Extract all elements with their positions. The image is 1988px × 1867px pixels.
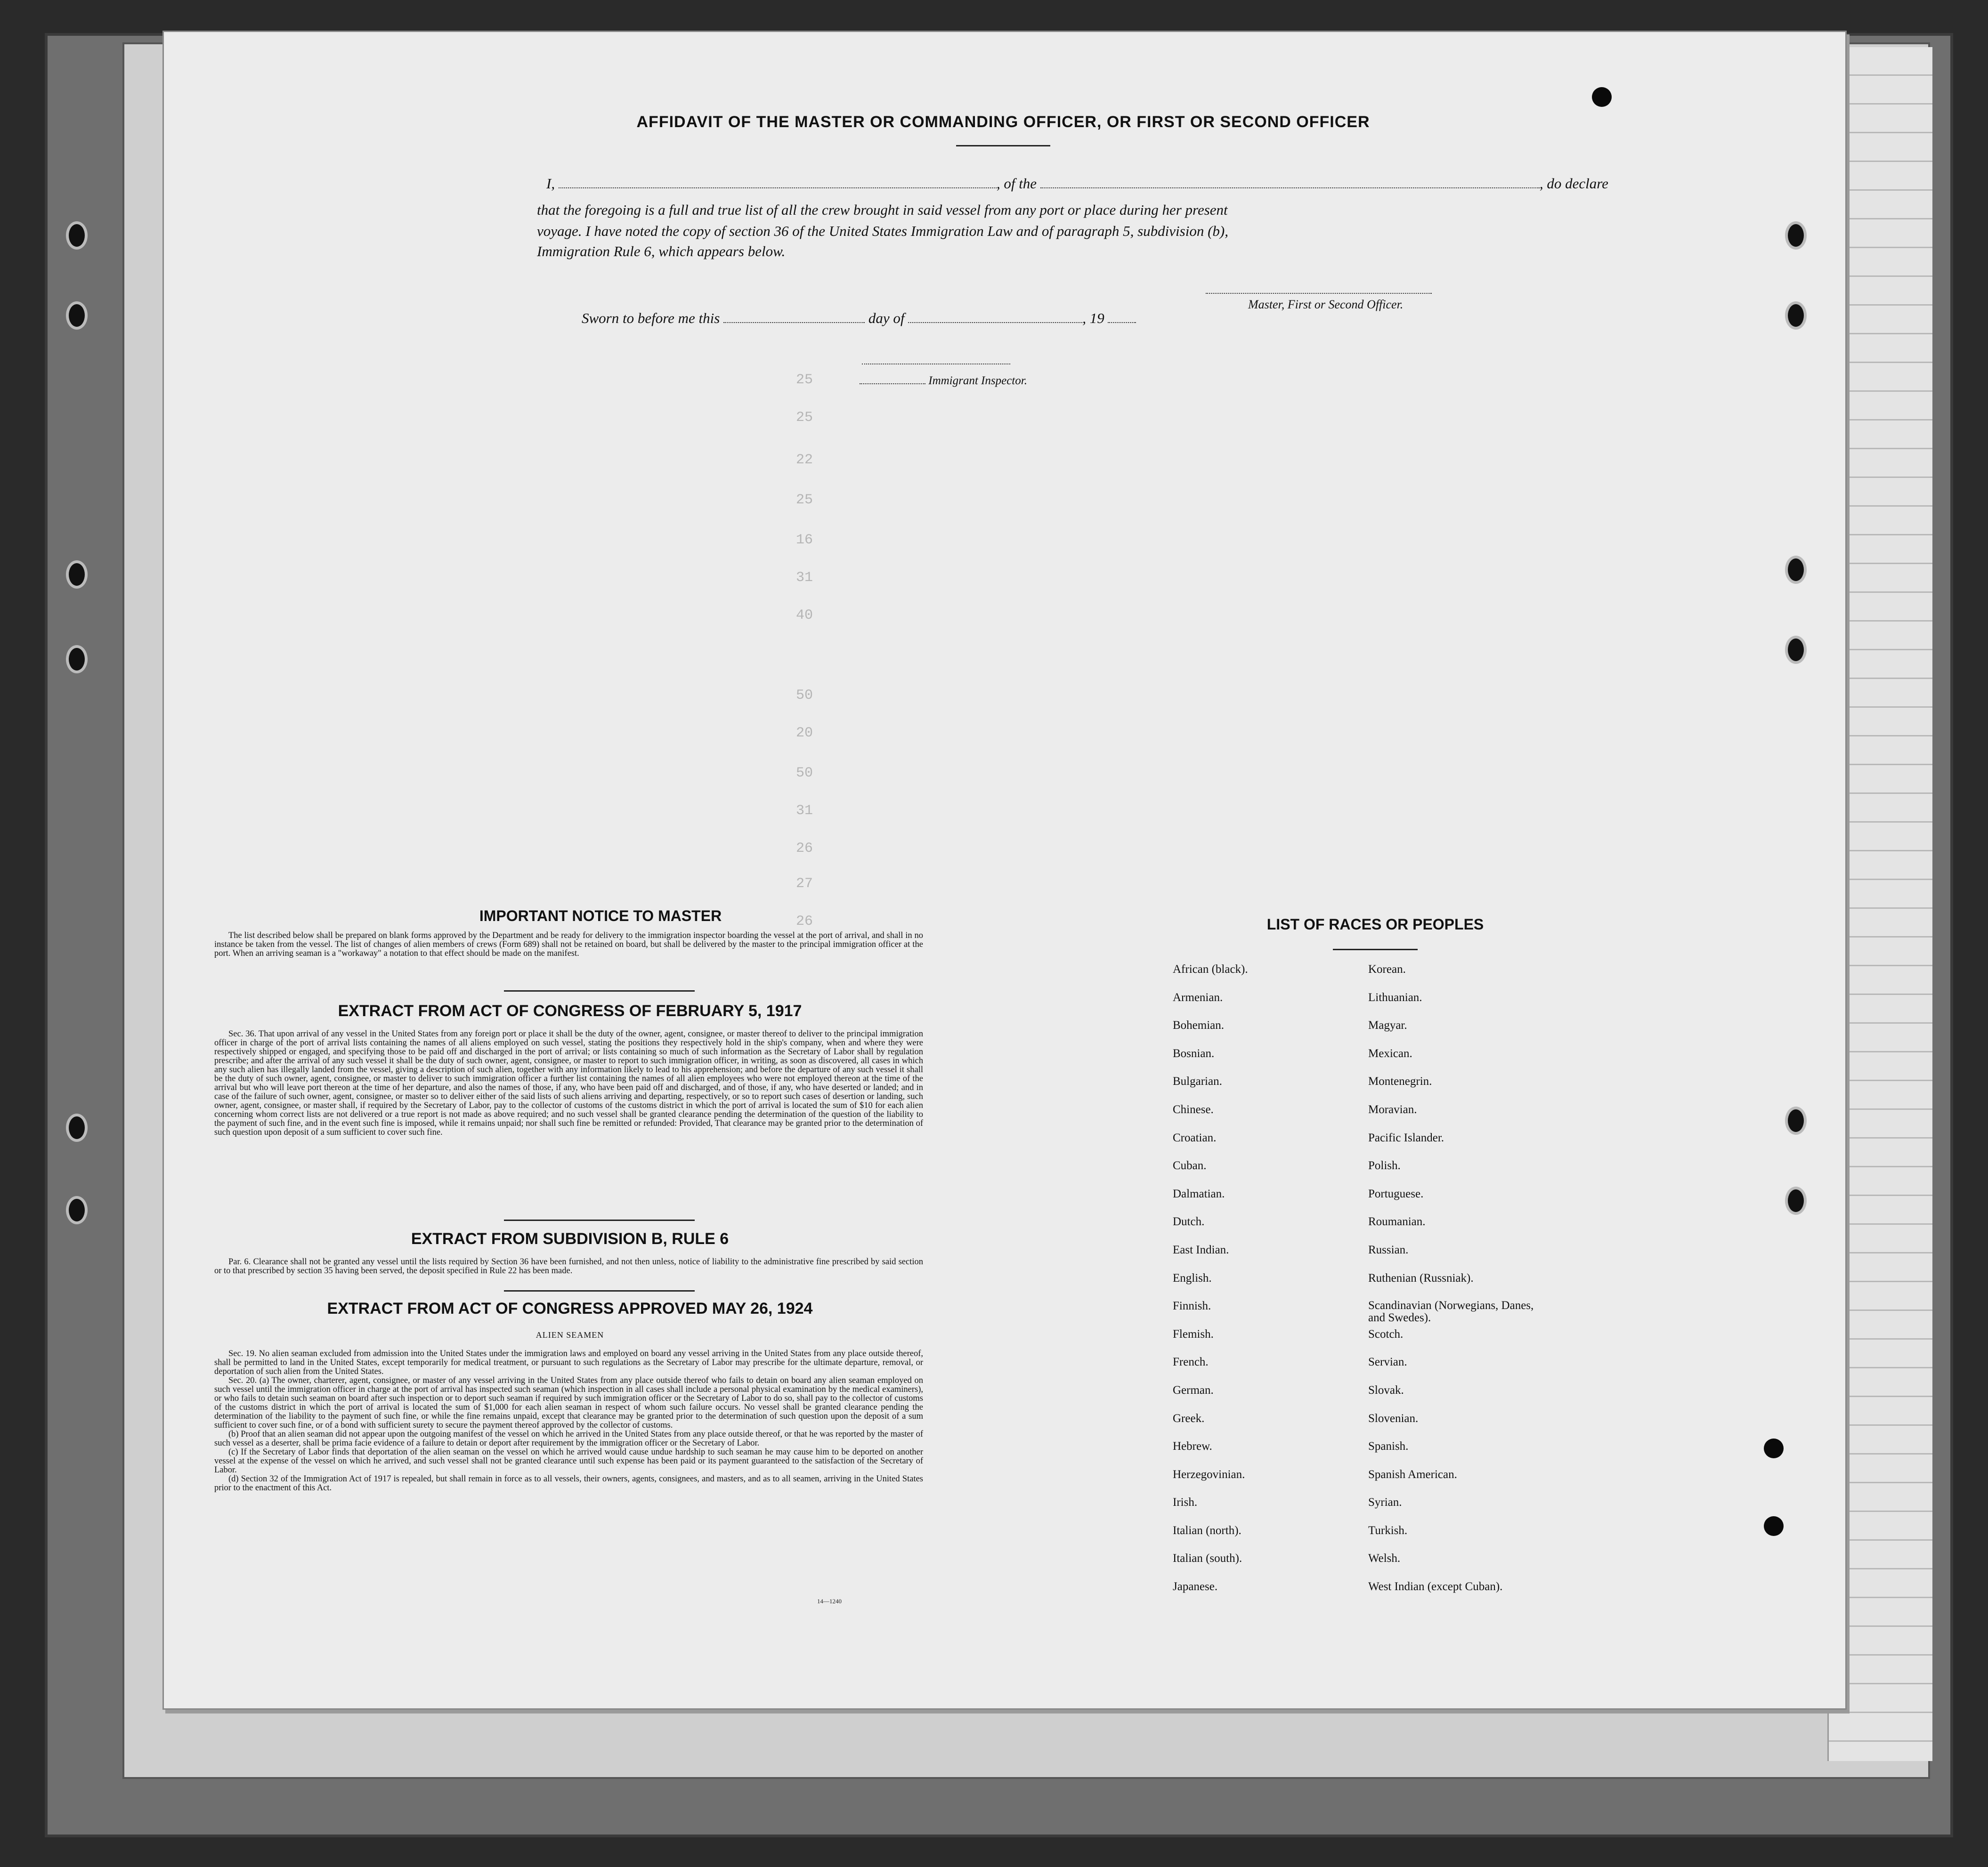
race-item: Portuguese. xyxy=(1368,1187,1424,1200)
race-item: Italian (north). xyxy=(1173,1524,1241,1537)
inspector-line xyxy=(860,374,1027,388)
races-right-column xyxy=(1368,963,1538,1608)
punch-hole-icon xyxy=(66,301,88,330)
ink-spot-icon xyxy=(1764,1516,1784,1536)
race-item: Scandinavian (Norwegians, Danes, and Swedes). xyxy=(1368,1299,1534,1325)
race-item: West Indian (except Cuban). xyxy=(1368,1580,1503,1593)
race-item: Irish. xyxy=(1173,1496,1198,1509)
notice-paragraph: The list described below shall be prepared on blank forms approved by the Department and be ready for delivery to the immigration inspector boarding the vessel at the port of arrival, and shall in no instance be taken from the vessel. The list of changes of alien members of crews (Form 689) shall not be retained on board, but shall be delivered by the master to the principal immigration officer at the port. When an arriving seaman is a "workaway" a notation to that effect should be made on the manifest. xyxy=(214,931,923,958)
extract-1924-sec20a: Sec. 20. (a) The owner, charterer, agent, consignee, or master of any vessel arriving in the United States from any place outside thereof who fails to detain on board any alien seaman employed on such vessel until the immigration officer in charge at the port of arrival has inspected such seaman (which inspection in all cases shall include a personal physical examination by the medical examiners), or who fails to detain such seaman on board after such inspection or to deport such seaman if required by such immigration officer or the Secretary of Labor to do so, shall pay to the collector of customs of the customs district in which the port of arrival is located the sum of $1,000 for each alien seaman in respect of whom such failure occurs. No vessel shall be granted clearance pending the determination of the liability to the payment of such fine, or while the fine remains unpaid, except that clearance may be granted prior to the determination of such question upon the deposit of a sum sufficient to cover such fine, or of a bond with sufficient surety to secure the payment thereof approved by the collector of customs. xyxy=(214,1376,923,1430)
extract-1924-sec19: Sec. 19. No alien seaman excluded from admission into the United States under the immigration laws and employed on board any vessel arriving in the United States from any place outside thereof, shall be permitted to land in the United States, except temporarily for medical treatment, or pursuant to such regulations as the Secretary of Labor may prescribe for the ultimate departure, removal, or deportation of such alien from the United States. xyxy=(214,1349,923,1376)
affidavit-line-1-end: , do declare xyxy=(1539,175,1608,192)
ink-spot-icon xyxy=(1764,1439,1784,1458)
race-item: Scotch. xyxy=(1368,1327,1404,1341)
race-item: Japanese. xyxy=(1173,1580,1218,1593)
affidavit-title: AFFIDAVIT OF THE MASTER OR COMMANDING OFFICER, OR FIRST OR SECOND OFFICER xyxy=(636,113,1370,131)
extract-1924-text xyxy=(214,1350,923,1493)
sworn-day-label: day of xyxy=(868,310,905,326)
race-item: Syrian. xyxy=(1368,1496,1402,1509)
race-item: Spanish American. xyxy=(1368,1468,1457,1481)
race-item: Croatian. xyxy=(1173,1131,1217,1144)
subdivision-rule xyxy=(504,1290,695,1292)
notice-text xyxy=(214,931,923,958)
race-item: Hebrew. xyxy=(1173,1440,1212,1453)
bleed-through-age: 16 xyxy=(796,532,813,548)
affidavit-line-2: that the foregoing is a full and true list of all the crew brought in said vessel from any port or place during her present xyxy=(537,202,1228,218)
affidavit-line-3: voyage. I have noted the copy of section 36 of the United States Immigration Law and of paragraph 5, subdivision (b), xyxy=(537,223,1228,239)
race-item: Herzegovinian. xyxy=(1173,1468,1245,1481)
punch-hole-icon xyxy=(66,645,88,673)
race-item: French. xyxy=(1173,1356,1209,1369)
race-item: Bulgarian. xyxy=(1173,1075,1222,1088)
subdivision-paragraph: Par. 6. Clearance shall not be granted any vessel until the lists required by Section 36 have been furnished, and not then unless, notice of liability to the administrative fine prescribed by said section or to that prescribed by section 35 having been served, the deposit specified in Rule 22 has been made. xyxy=(214,1257,923,1276)
race-item: East Indian. xyxy=(1173,1243,1229,1256)
form-number: 14—1240 xyxy=(817,1598,842,1605)
race-item: Lithuanian. xyxy=(1368,991,1422,1004)
inspector-label: Immigrant Inspector. xyxy=(928,374,1027,387)
race-item: Korean. xyxy=(1368,963,1406,976)
extract-1924-sec20c: (c) If the Secretary of Labor finds that deportation of the alien seaman on the vessel on which he arrived would cause undue hardship to such seaman he may cause him to be deported on another vessel at the expense of the vessel on which he arrived, and such vessel shall not be granted clearance until such expense has been paid or its payment guaranteed to the satisfaction of the Secretary of Labor. xyxy=(214,1447,923,1475)
sworn-line xyxy=(582,310,1136,327)
subdivision-text xyxy=(214,1258,923,1276)
vessel-blank[interactable] xyxy=(1040,177,1540,188)
extract-1924-sec20d: (d) Section 32 of the Immigration Act of 1917 is repealed, but shall remain in force as to all vessels, their owners, agents, consignees, and masters, and as to all seamen, arriving in the United States prior to the enactment of this Act. xyxy=(214,1474,923,1493)
bleed-through-age: 20 xyxy=(796,725,813,741)
punch-hole-icon xyxy=(1785,1107,1807,1135)
punch-hole-icon xyxy=(1785,1187,1807,1215)
race-item: Slovenian. xyxy=(1368,1412,1419,1425)
race-item: Flemish. xyxy=(1173,1327,1214,1341)
affidavit-line-1 xyxy=(546,175,1608,192)
race-item: Ruthenian (Russniak). xyxy=(1368,1271,1474,1285)
race-item: Bohemian. xyxy=(1173,1019,1225,1032)
race-item: Slovak. xyxy=(1368,1383,1404,1397)
punch-hole-icon xyxy=(66,1114,88,1142)
punch-hole-icon xyxy=(1785,636,1807,664)
extract-1917-title: EXTRACT FROM ACT OF CONGRESS OF FEBRUARY 5, 1917 xyxy=(338,1002,802,1020)
extract-1917-paragraph: Sec. 36. That upon arrival of any vessel in the United States from any foreign port or place it shall be the duty of the owner, agent, consignee, or master thereof to deliver to the principal immigration officer in charge of the port of arrival lists containing the names of all aliens employed on such vessel, stating the positions they respectively hold in the ship's company, when and where they were respectively shipped or engaged, and specifying those to be paid off and discharged in the port of arrival; or lists containing so much of such information as the Secretary of Labor shall by regulation prescribe; and after the arrival of any such vessel it shall be the duty of such owner, agent, consignee, or master to report to such immigration officer, in writing, as soon as discovered, all cases in which any such alien has illegally landed from the vessel, giving a description of such alien, together with any information likely to lead to his apprehension; and before the departure of any such vessel it shall be the duty of such owner, agent, consignee, or master to deliver to such immigration officer a further list containing the names of all alien employees who were not employed thereon at the time of the arrival but who will leave port thereon at the time of her departure, and also the names of those, if any, who have been paid off and discharged, and of those, if any, who have deserted or landed; and in case of the failure of such owner, agent, consignee, or master so to deliver either of the said lists of such aliens arriving and departing, respectively, or so to report such cases of desertion or landing, such owner, agent, consignee, or master shall, if required by the Secretary of Labor, pay to the collector of customs of the customs district in which the port of arrival is located the sum of $10 for each alien concerning whom correct lists are not delivered or a true report is not made as above required; and no such vessel shall be granted clearance pending the determination of the question of the liability to the payment of such fine, and in the event such fine is imposed, while it remains unpaid; nor shall such fine be remitted or refunded: Provided, That clearance may be granted prior to the determination of such question upon deposit of a sum sufficient to cover such fine. xyxy=(214,1029,923,1137)
punch-hole-icon xyxy=(1785,556,1807,584)
affidavit-line-4: Immigration Rule 6, which appears below. xyxy=(537,243,786,259)
race-item: Moravian. xyxy=(1368,1103,1417,1116)
race-item: Italian (south). xyxy=(1173,1552,1242,1565)
races-left-column xyxy=(1173,963,1248,1608)
punch-hole-icon xyxy=(66,560,88,589)
affidavit-line-1-start: I, xyxy=(546,175,555,192)
punch-hole-icon xyxy=(1785,301,1807,330)
affidavit-line-1-mid: , of the xyxy=(996,175,1037,192)
bleed-through-age: 25 xyxy=(796,410,813,426)
race-item: African (black). xyxy=(1173,963,1248,976)
sworn-month-blank[interactable] xyxy=(908,312,1082,323)
bleed-through-age: 50 xyxy=(796,765,813,781)
race-item: Magyar. xyxy=(1368,1019,1407,1032)
punch-hole-icon xyxy=(66,1196,88,1224)
races-title: LIST OF RACES OR PEOPLES xyxy=(1266,916,1484,933)
sworn-day-blank[interactable] xyxy=(723,312,865,323)
race-item: Dalmatian. xyxy=(1173,1187,1225,1200)
bleed-through-age: 50 xyxy=(796,687,813,703)
sworn-year-blank[interactable] xyxy=(1108,312,1136,323)
race-item: Montenegrin. xyxy=(1368,1075,1432,1088)
races-rule xyxy=(1333,949,1418,950)
race-item: Servian. xyxy=(1368,1356,1407,1369)
ink-spot-icon xyxy=(1592,87,1612,107)
race-item: Finnish. xyxy=(1173,1300,1211,1313)
race-item: Welsh. xyxy=(1368,1552,1401,1565)
bleed-through-age: 27 xyxy=(796,876,813,892)
race-item: Chinese. xyxy=(1173,1103,1214,1116)
race-item: Armenian. xyxy=(1173,991,1223,1004)
notice-title: IMPORTANT NOTICE TO MASTER xyxy=(479,907,722,924)
race-item: Mexican. xyxy=(1368,1047,1412,1060)
name-blank[interactable] xyxy=(559,177,997,188)
sworn-year-label: , 19 xyxy=(1082,310,1104,326)
extract-1924-sec20b: (b) Proof that an alien seaman did not appear upon the outgoing manifest of the vessel on which he arrived in the United States from any place outside thereof, or that he was reported by the master of such vessel as a deserter, shall be prima facie evidence of a failure to detain or deport after requirement by the immigration officer or the Secretary of Labor. xyxy=(214,1430,923,1448)
race-item: Pacific Islander. xyxy=(1368,1131,1444,1144)
bleed-through-age: 22 xyxy=(796,452,813,468)
title-rule xyxy=(956,145,1050,146)
alien-seamen-subtitle: ALIEN SEAMEN xyxy=(536,1330,604,1340)
bleed-through-age: 40 xyxy=(796,607,813,623)
sworn-label: Sworn to before me this xyxy=(582,310,720,326)
race-item: Dutch. xyxy=(1173,1215,1205,1229)
race-item: Russian. xyxy=(1368,1243,1409,1256)
signature-label: Master, First or Second Officer. xyxy=(1248,298,1404,311)
race-item: Bosnian. xyxy=(1173,1047,1215,1060)
bleed-through-age: 31 xyxy=(796,570,813,586)
bleed-through-age: 25 xyxy=(796,372,813,388)
extract-1924-title: EXTRACT FROM ACT OF CONGRESS APPROVED MAY 26, 1924 xyxy=(327,1300,813,1317)
punch-hole-icon xyxy=(1785,221,1807,250)
race-item: Cuban. xyxy=(1173,1159,1207,1172)
signature-line[interactable] xyxy=(1206,293,1432,295)
race-item: Roumanian. xyxy=(1368,1215,1426,1229)
race-item: Greek. xyxy=(1173,1412,1205,1425)
subdivision-title: EXTRACT FROM SUBDIVISION B, RULE 6 xyxy=(411,1230,729,1248)
inspector-blank[interactable] xyxy=(860,376,925,384)
bleed-through-age: 26 xyxy=(796,841,813,857)
extract-1917-text xyxy=(214,1030,923,1137)
extract-1917-rule xyxy=(504,1220,695,1221)
bleed-through-age: 26 xyxy=(796,913,813,929)
inspector-signature-line[interactable] xyxy=(862,364,1010,365)
race-item: German. xyxy=(1173,1383,1214,1397)
race-item: Polish. xyxy=(1368,1159,1401,1172)
bleed-through-age: 31 xyxy=(796,803,813,819)
bleed-through-age: 25 xyxy=(796,492,813,508)
race-item: Spanish. xyxy=(1368,1440,1409,1453)
punch-hole-icon xyxy=(66,221,88,250)
notice-rule xyxy=(504,990,695,992)
race-item: English. xyxy=(1173,1271,1212,1285)
races-list xyxy=(1173,963,1587,1622)
race-item: Turkish. xyxy=(1368,1524,1408,1537)
